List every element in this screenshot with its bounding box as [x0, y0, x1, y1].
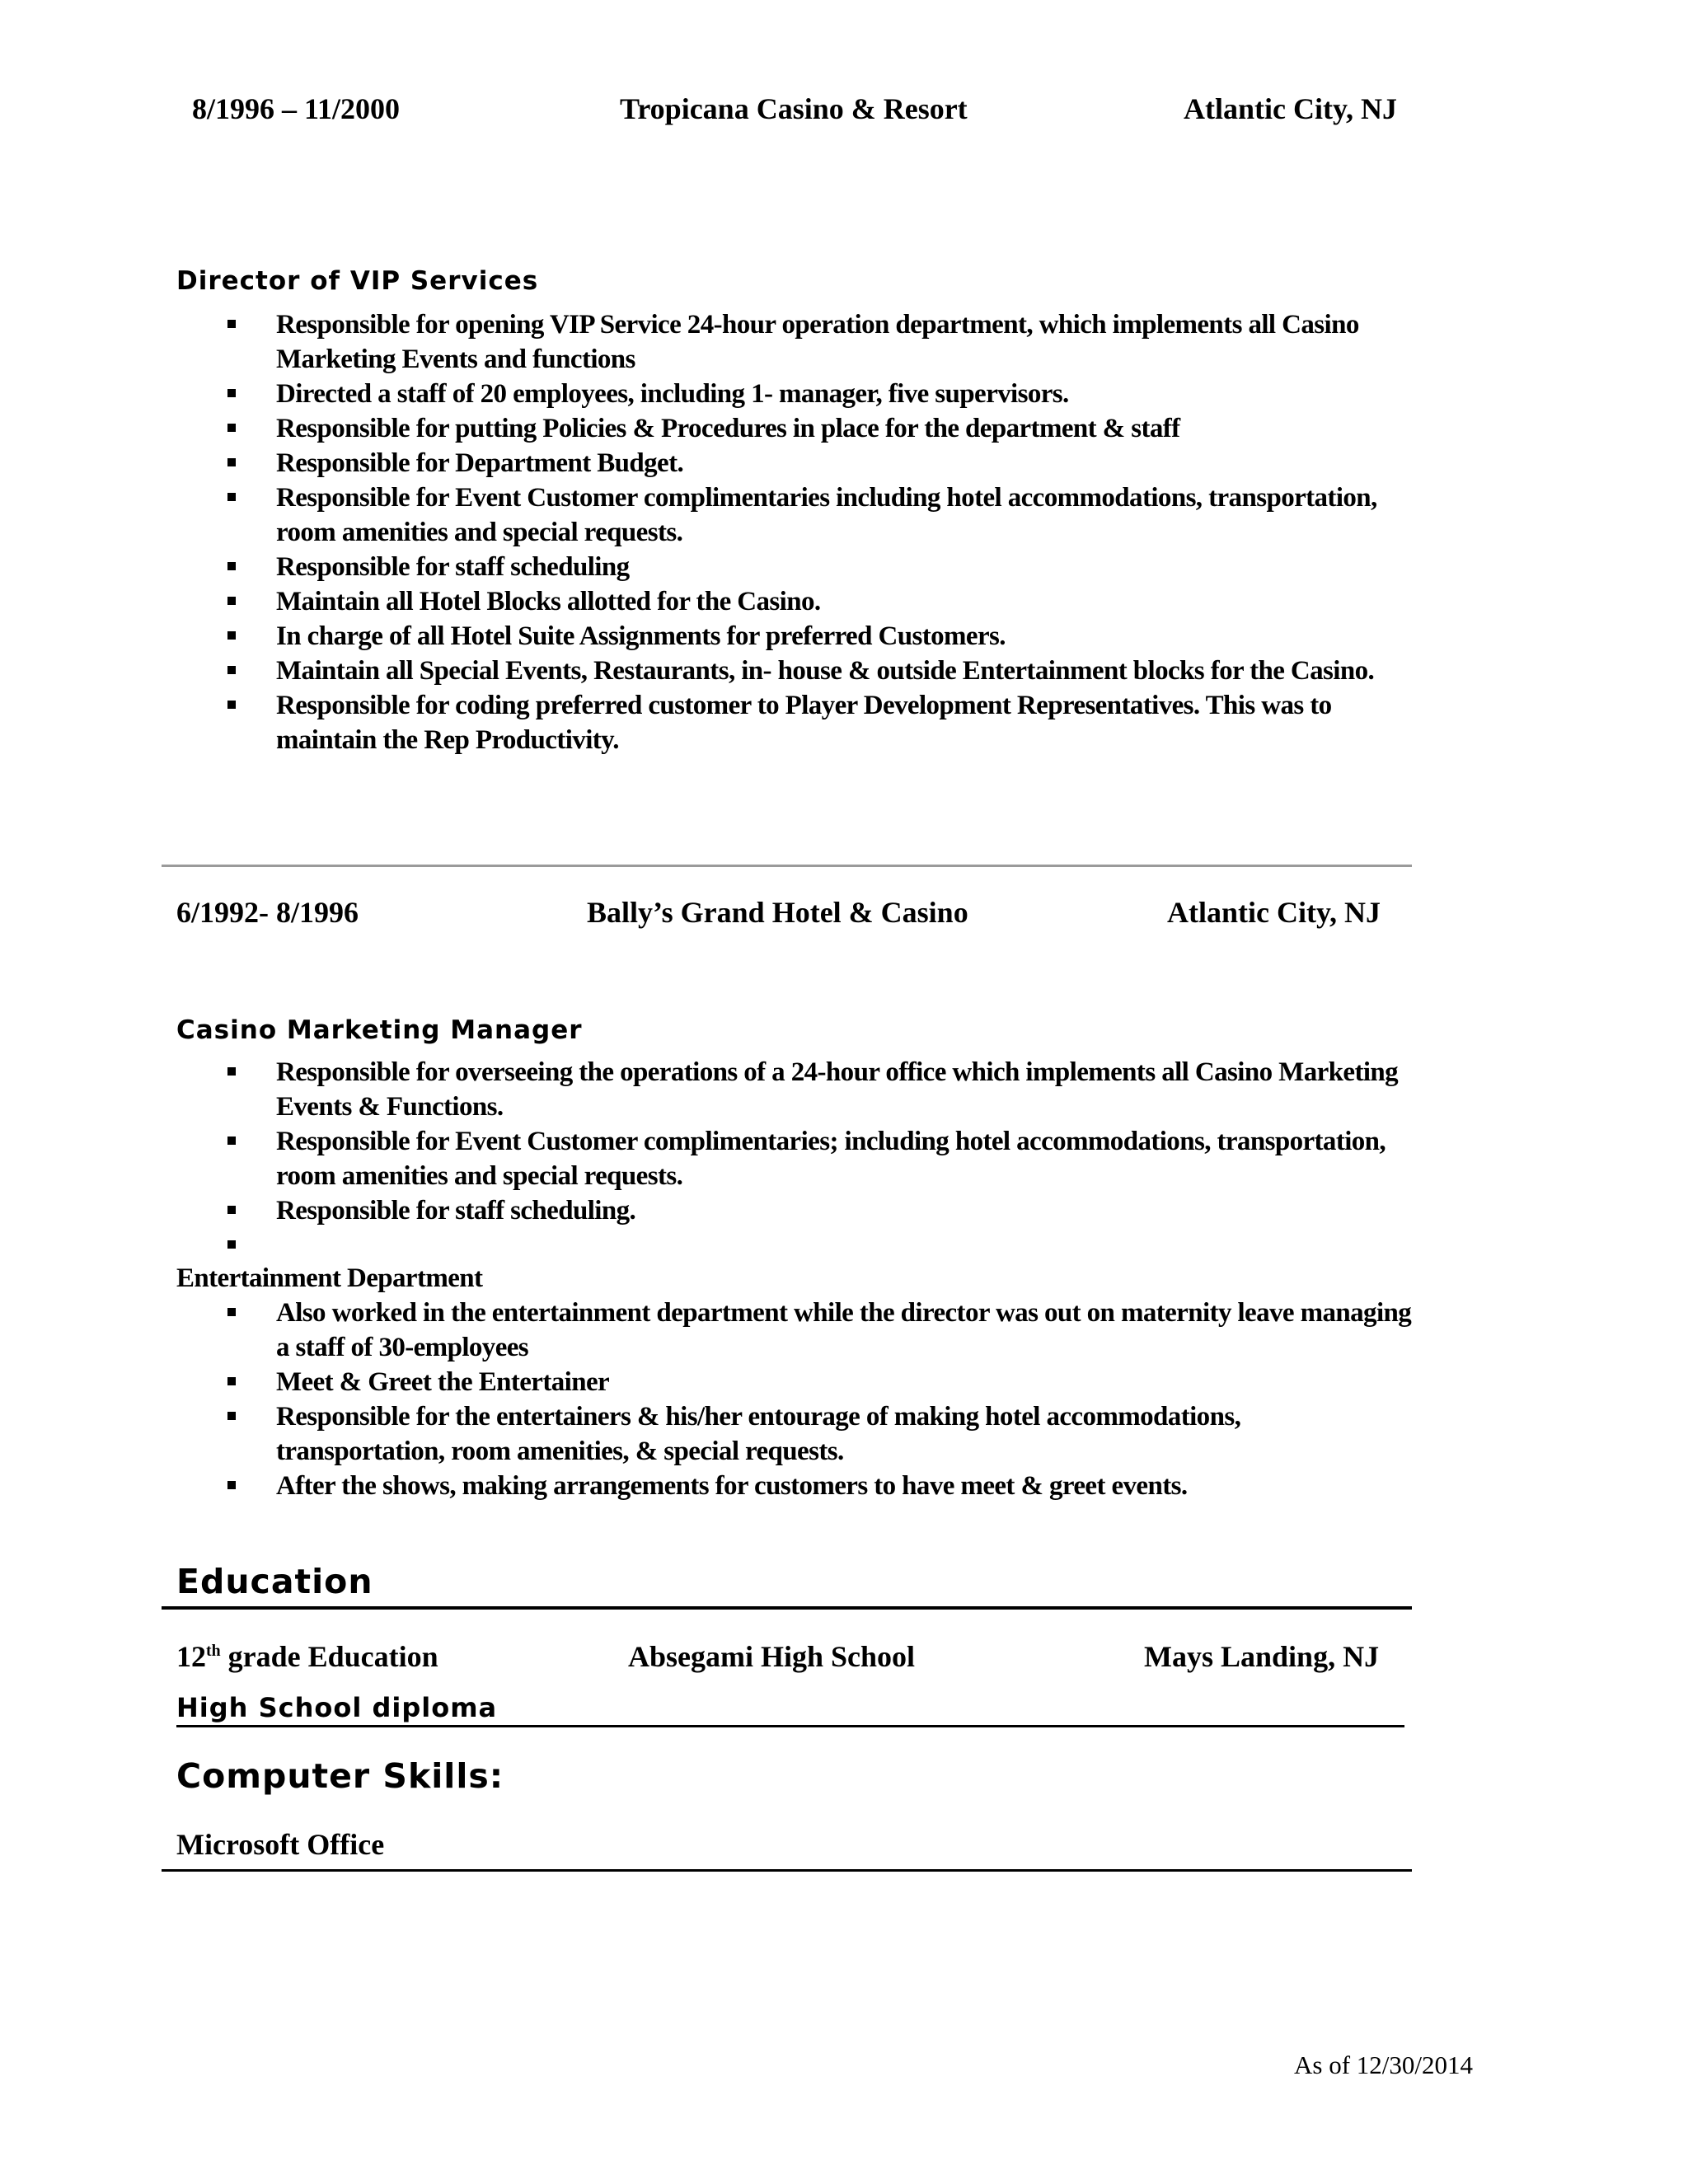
bullet-marker	[227, 320, 236, 328]
entertainment-bullet-list	[0, 1296, 1414, 1503]
bullet-item	[0, 1193, 1414, 1228]
bullet-marker	[227, 1206, 236, 1214]
bullet-item	[0, 307, 1414, 377]
job2-location: Atlantic City, NJ	[1167, 896, 1381, 929]
education-row	[0, 1636, 1688, 1677]
footer-date: As of 12/30/2014	[1294, 2050, 1473, 2079]
bullet-marker	[227, 1308, 236, 1316]
bullet-marker	[227, 493, 236, 501]
bullet-item	[0, 1296, 1414, 1365]
bullet-item	[0, 584, 1414, 619]
grade-text: grade Education	[220, 1640, 438, 1673]
bullet-text: Responsible for the entertainers & his/her entourage of making hotel accommodations, transportation, room amenities, & special requests.	[276, 1402, 1241, 1466]
education-location: Mays Landing, NJ	[1144, 1640, 1380, 1673]
skills-heading: Computer Skills:	[176, 1756, 504, 1796]
bullet-marker	[227, 666, 236, 674]
job1-employer: Tropicana Casino & Resort	[620, 92, 968, 125]
job2-title: Casino Marketing Manager	[176, 1015, 583, 1045]
grade-number: 12	[176, 1640, 206, 1673]
bullet-marker	[227, 458, 236, 466]
grade-superscript: th	[206, 1642, 221, 1660]
bullet-text: After the shows, making arrangements for customers to have meet & greet events.	[276, 1471, 1188, 1501]
bullet-text: Meet & Greet the Entertainer	[276, 1367, 610, 1397]
job2-employer: Bally’s Grand Hotel & Casino	[587, 896, 968, 929]
bullet-text: Directed a staff of 20 employees, including 1- manager, five supervisors.	[276, 379, 1069, 409]
bullet-item	[0, 1055, 1414, 1124]
bullet-marker	[227, 701, 236, 709]
job1-dates: 8/1996 – 11/2000	[192, 92, 401, 125]
bullet-text: Responsible for opening VIP Service 24-hour operation department, which implements all Casino Marketing Events and functions	[276, 310, 1359, 374]
job2-bullet-list	[0, 1055, 1414, 1228]
bullet-text: Responsible for putting Policies & Procedures in place for the department & staff	[276, 414, 1180, 443]
bullet-item	[0, 1124, 1414, 1193]
bullet-marker	[227, 1377, 236, 1385]
bullet-text: Responsible for Event Customer complimentaries; including hotel accommodations, transportation, room amenities and special requests.	[276, 1127, 1386, 1191]
bullet-marker	[227, 631, 236, 640]
job2-header	[0, 892, 1688, 933]
bullet-marker	[227, 424, 236, 432]
section-divider	[162, 865, 1412, 867]
bullet-item	[0, 411, 1414, 446]
bullet-text: Maintain all Hotel Blocks allotted for the Casino.	[276, 587, 821, 616]
bullet-text: Responsible for Event Customer complimentaries including hotel accommodations, transportation, room amenities and special requests.	[276, 483, 1377, 547]
bullet-item	[0, 1469, 1414, 1503]
bullet-item	[0, 480, 1414, 550]
education-heading: Education	[176, 1562, 373, 1601]
bullet-item	[0, 654, 1414, 688]
bullet-item	[0, 550, 1414, 584]
bullet-item	[0, 377, 1414, 411]
education-diploma: High School diploma	[176, 1692, 498, 1723]
bullet-item	[0, 619, 1414, 654]
bullet-text: Responsible for Department Budget.	[276, 448, 684, 478]
diploma-rule	[176, 1725, 1404, 1727]
bullet-marker	[227, 389, 236, 397]
entertainment-heading: Entertainment Department	[176, 1263, 483, 1293]
job1-title: Director of VIP Services	[176, 266, 539, 296]
bullet-text: Responsible for overseeing the operations of a 24-hour office which implements all Casino Marketing Events & Functions.	[276, 1057, 1399, 1122]
education-school: Absegami High School	[628, 1640, 916, 1673]
bullet-item	[0, 1365, 1414, 1399]
bullet-item	[0, 446, 1414, 480]
bullet-marker	[227, 1412, 236, 1420]
bullet-marker	[227, 597, 236, 605]
bullet-text: Responsible for staff scheduling.	[276, 1196, 636, 1226]
bullet-text: Responsible for staff scheduling	[276, 552, 630, 582]
bullet-item	[0, 688, 1414, 757]
bullet-text: Also worked in the entertainment department while the director was out on maternity leave managing a staff of 30-employees	[276, 1298, 1412, 1362]
bullet-text: Responsible for coding preferred customer to Player Development Representatives. This was to maintain the Rep Productivity.	[276, 691, 1332, 755]
bullet-marker	[227, 1137, 236, 1145]
bullet-marker	[227, 562, 236, 570]
job1-header	[0, 88, 1688, 129]
bullet-marker	[227, 1067, 236, 1076]
education-grade	[176, 1636, 438, 1677]
bullet-text: In charge of all Hotel Suite Assignments for preferred Customers.	[276, 621, 1006, 651]
job1-bullet-list	[0, 307, 1414, 757]
bullet-marker	[227, 1481, 236, 1489]
job1-location: Atlantic City, NJ	[1184, 92, 1397, 125]
job2-dates: 6/1992- 8/1996	[176, 896, 359, 929]
skills-rule	[162, 1869, 1412, 1872]
bullet-item	[0, 1399, 1414, 1469]
skills-item: Microsoft Office	[176, 1828, 385, 1861]
empty-bullet	[227, 1240, 236, 1249]
bullet-text: Maintain all Special Events, Restaurants, in- house & outside Entertainment blocks for the Casino.	[276, 656, 1375, 686]
education-rule	[162, 1606, 1412, 1610]
